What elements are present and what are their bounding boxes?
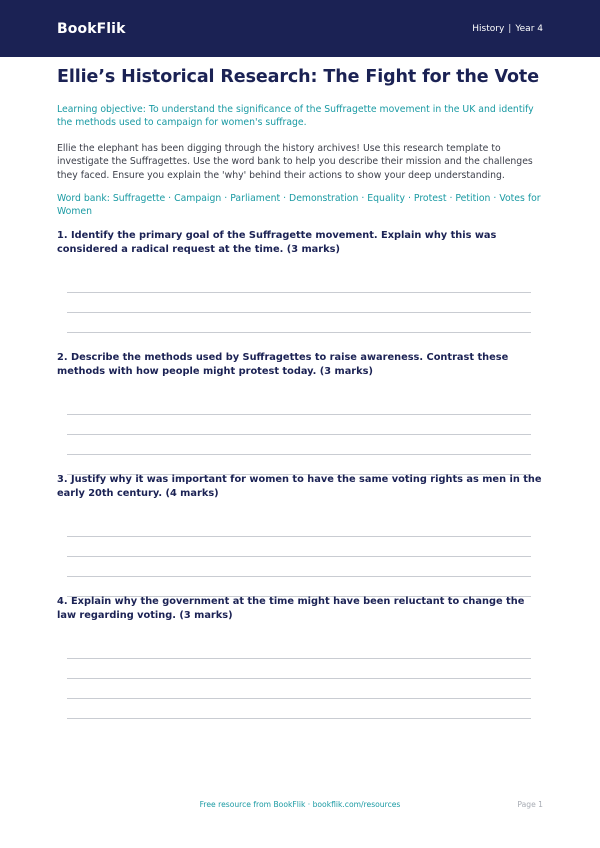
question-text: 1. Identify the primary goal of the Suffragette movement. Explain why this was considered a radical request at the time. (3 marks) [57, 230, 497, 255]
page-number: Page 1 [517, 800, 543, 809]
word-bank-words [57, 193, 541, 217]
question-3 [57, 473, 543, 501]
word-separator: · [224, 193, 228, 205]
subject-label: History [472, 23, 505, 34]
answer-line[interactable] [67, 536, 531, 537]
word-bank-item: Parliament [230, 193, 281, 205]
word-bank [57, 192, 543, 219]
word-bank-item: Suffragette [112, 193, 166, 205]
question-text: 4. Explain why the government at the time might have been reluctant to change the law regarding voting. (3 marks) [57, 596, 525, 621]
header-bar [0, 0, 600, 57]
word-separator: · [168, 193, 172, 205]
header-meta [472, 24, 543, 34]
word-separator: · [407, 193, 411, 205]
word-bank-item: Demonstration [289, 193, 359, 205]
meta-separator: | [508, 23, 512, 34]
answer-line[interactable] [67, 454, 531, 455]
answer-line[interactable] [67, 434, 531, 435]
answer-line[interactable] [67, 678, 531, 679]
word-bank-item: Petition [455, 193, 491, 205]
answer-line[interactable] [67, 332, 531, 333]
year-label: Year 4 [515, 23, 543, 34]
content-area [0, 67, 600, 219]
page-title: Ellie’s Historical Research: The Fight for the Vote [57, 67, 539, 87]
word-separator: · [361, 193, 365, 205]
footer-credit[interactable]: Free resource from BookFlik · bookflik.com/resources [199, 800, 401, 809]
word-bank-label: Word bank: [57, 193, 110, 205]
question-2 [57, 351, 543, 379]
question-1 [57, 229, 543, 257]
answer-line[interactable] [67, 718, 531, 719]
question-text: 3. Justify why it was important for women to have the same voting rights as men in the early 20th century. (4 marks) [57, 474, 542, 499]
word-bank-item: Votes for Women [57, 193, 541, 218]
word-bank-item: Equality [367, 193, 405, 205]
answer-line[interactable] [67, 576, 531, 577]
learning-objective: Learning objective: To understand the significance of the Suffragette movement in the UK and identify the methods used to campaign for women's suffrage. [57, 104, 534, 129]
footer [0, 800, 600, 812]
answer-line[interactable] [67, 414, 531, 415]
word-separator: · [449, 193, 453, 205]
answer-line[interactable] [67, 698, 531, 699]
intro-paragraph: Ellie the elephant has been digging through the history archives! Use this research template to investigate the Suffragettes. Use the word bank to help you describe their mission and the challenges they faced. Ensure you explain the 'why' behind their actions to show your deep understanding. [57, 142, 533, 181]
word-separator: · [493, 193, 497, 205]
answer-line[interactable] [67, 312, 531, 313]
answer-line[interactable] [67, 658, 531, 659]
answer-line[interactable] [67, 556, 531, 557]
word-separator: · [283, 193, 287, 205]
answer-line[interactable] [67, 292, 531, 293]
brand-logo[interactable]: BookFlik [57, 20, 126, 37]
word-bank-item: Protest [413, 193, 447, 205]
question-4 [57, 595, 543, 623]
question-text: 2. Describe the methods used by Suffragettes to raise awareness. Contrast these methods with how people might protest today. (3 marks) [57, 352, 509, 377]
word-bank-item: Campaign [174, 193, 222, 205]
